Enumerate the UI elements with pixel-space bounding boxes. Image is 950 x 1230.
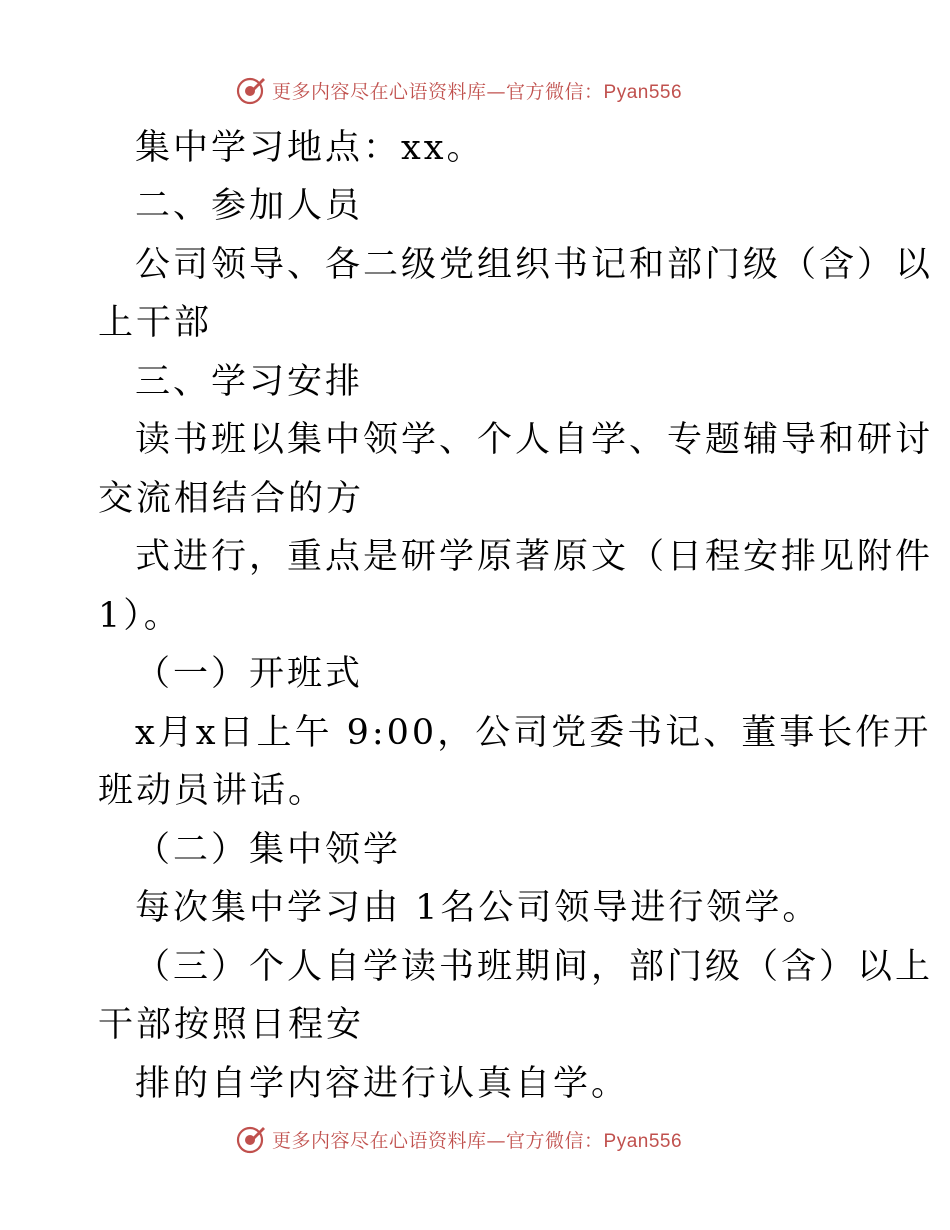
paragraph-study-location: 集中学习地点：xx。: [135, 128, 485, 168]
footer-banner: [234, 1121, 682, 1157]
section-heading-participants: 二、参加人员: [135, 186, 364, 226]
paragraph-group-study: 每次集中学习由 1名公司领导进行领学。: [135, 888, 821, 928]
paragraph-self-study-line1: （三）个人自学读书班期间，部门级（含）以上: [135, 947, 934, 987]
header-banner-text: 更多内容尽在心语资料库—官方微信：Pyan556: [272, 80, 683, 103]
paragraph-method-line1: 式进行，重点是研学原著原文（日程安排见附件: [135, 537, 934, 577]
paragraph-participants-line2: 上干部: [98, 303, 213, 343]
pen-circle-icon: [234, 74, 266, 106]
subheading-group-study: （二）集中领学: [135, 830, 402, 870]
paragraph-opening-line2: 班动员讲话。: [98, 771, 327, 811]
paragraph-self-study-line2: 干部按照日程安: [98, 1005, 365, 1045]
paragraph-opening-line1: x月x日上午 9:00，公司党委书记、董事长作开: [135, 713, 932, 753]
paragraph-self-study-content: 排的自学内容进行认真自学。: [135, 1064, 630, 1104]
paragraph-participants-line1: 公司领导、各二级党组织书记和部门级（含）以: [135, 245, 934, 285]
header-banner: [234, 72, 682, 108]
paragraph-method-line2: 1）。: [98, 596, 182, 636]
footer-banner-text: 更多内容尽在心语资料库—官方微信：Pyan556: [272, 1129, 683, 1152]
section-heading-study-arrangement: 三、学习安排: [135, 362, 364, 402]
pen-circle-icon: [234, 1123, 266, 1155]
paragraph-format-line1: 读书班以集中领学、个人自学、专题辅导和研讨: [135, 420, 934, 460]
paragraph-format-line2: 交流相结合的方: [98, 479, 365, 519]
subheading-opening-ceremony: （一）开班式: [135, 654, 364, 694]
